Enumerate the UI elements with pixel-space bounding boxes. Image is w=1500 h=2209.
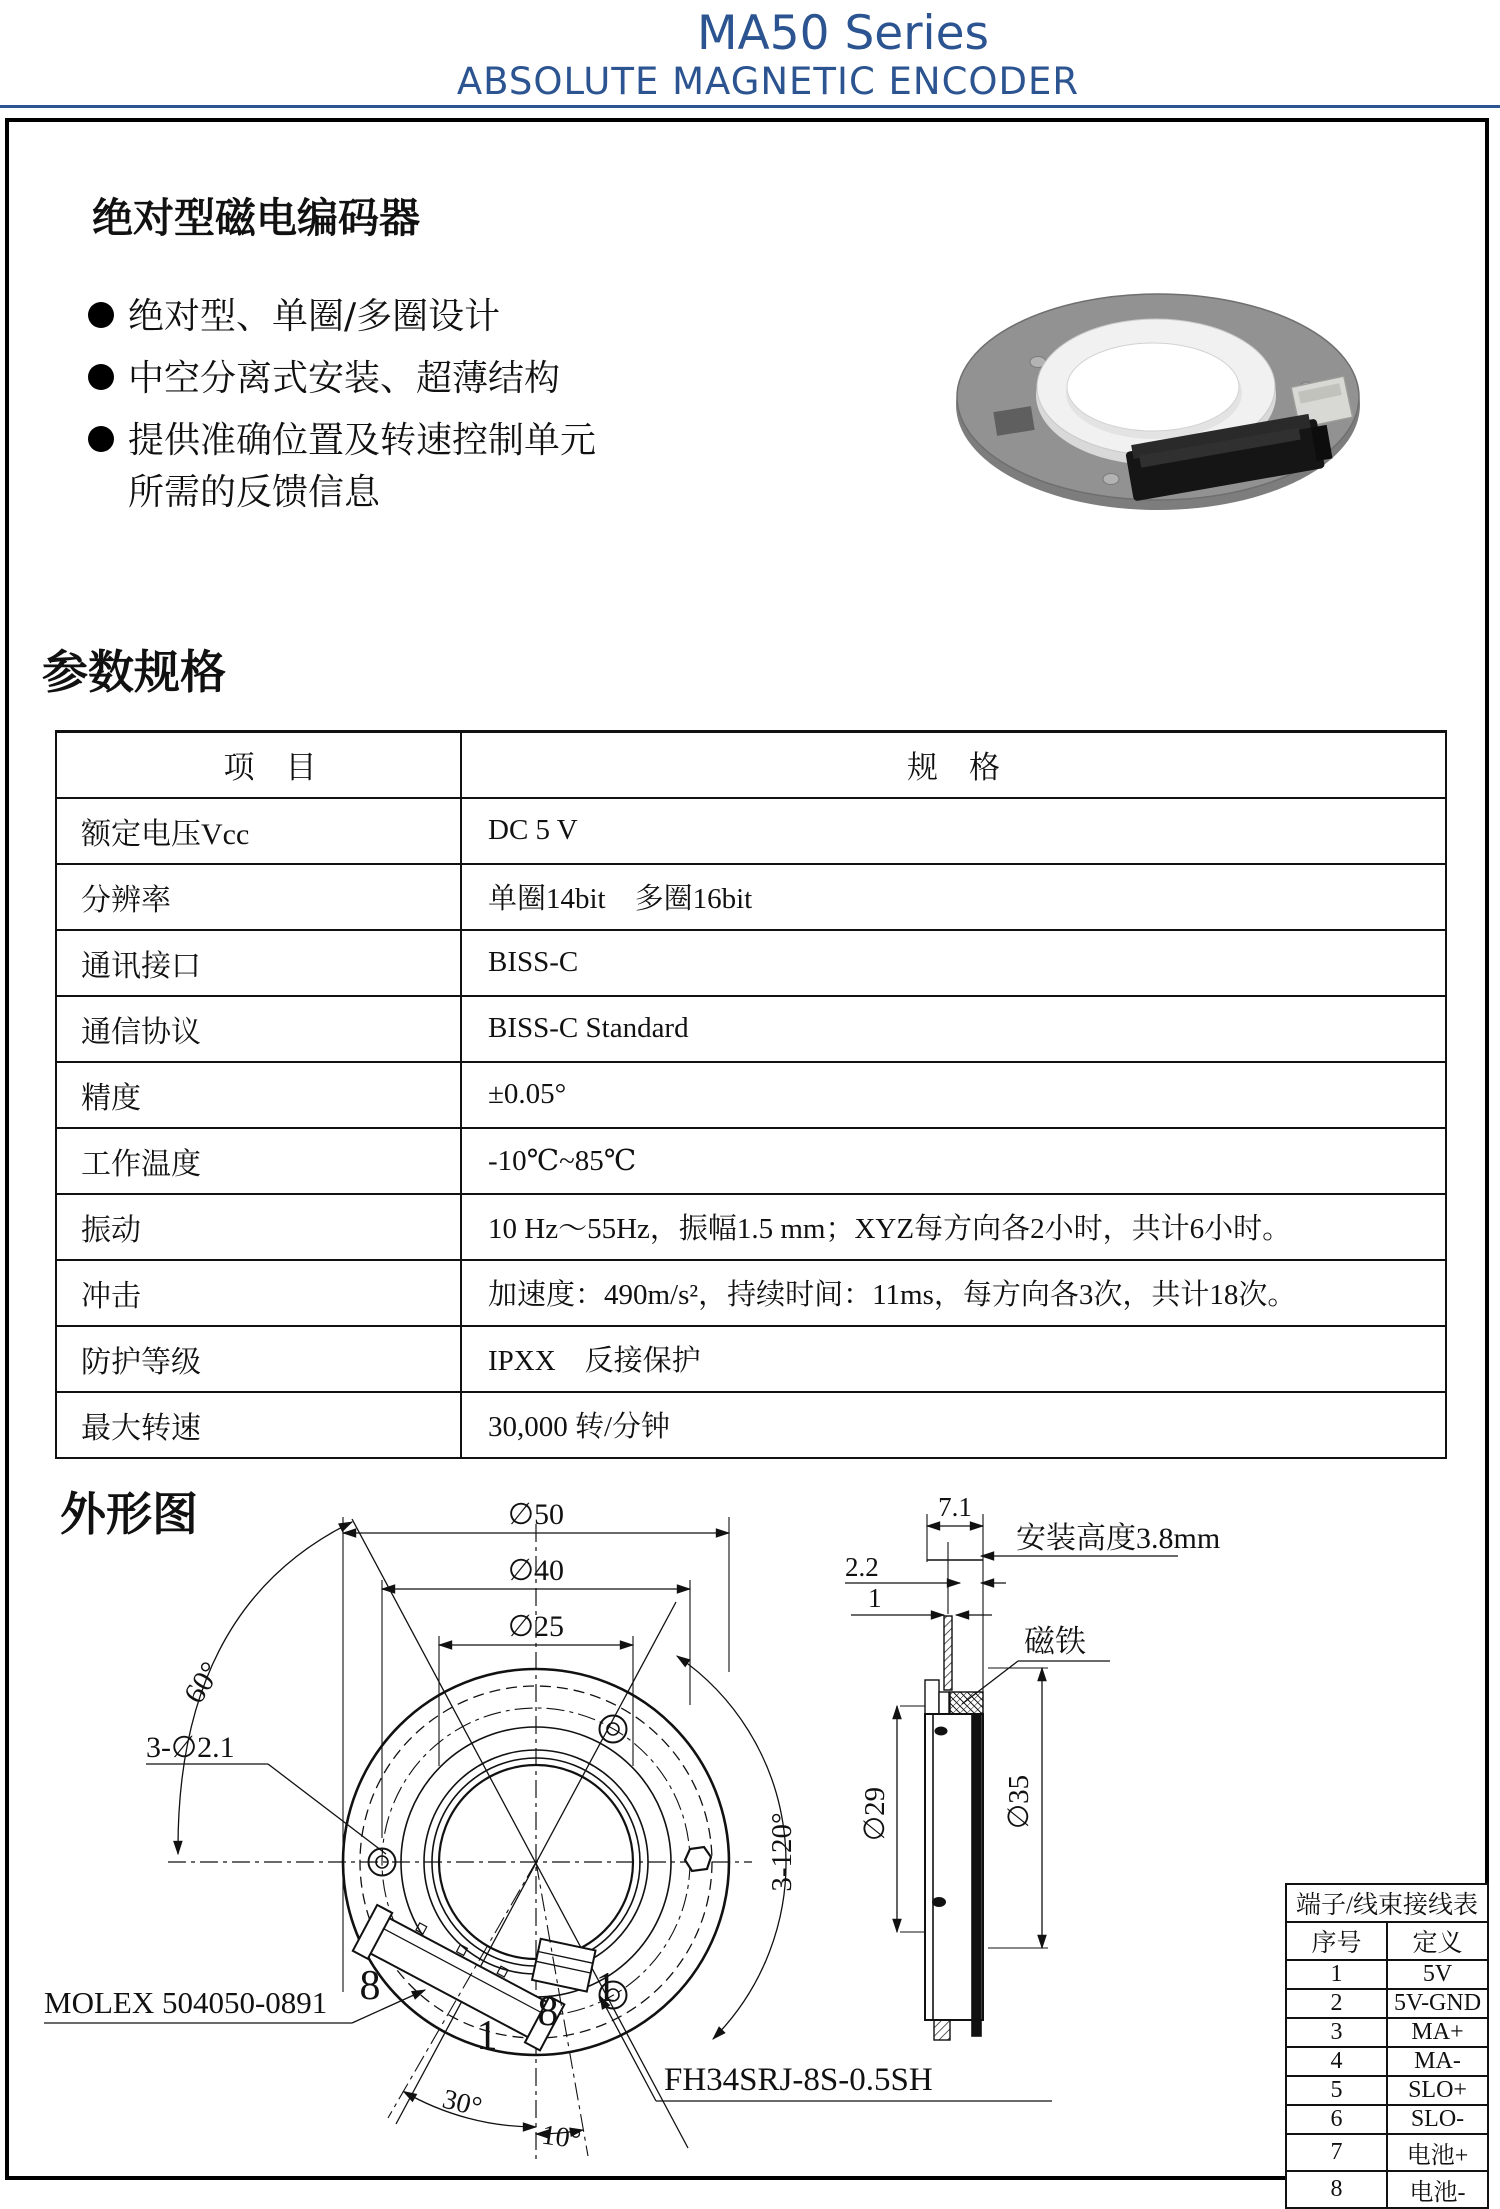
pin-no: 1 bbox=[1286, 1960, 1387, 1989]
molex-label: MOLEX 504050-0891 bbox=[44, 1985, 328, 2020]
dim-width-7-1: 7.1 bbox=[938, 1492, 972, 1522]
spec-item: 精度 bbox=[56, 1062, 461, 1128]
bullet-icon bbox=[88, 364, 114, 390]
spec-item: 分辨率 bbox=[56, 864, 461, 930]
pin-no: 4 bbox=[1286, 2047, 1387, 2076]
pin-no: 6 bbox=[1286, 2105, 1387, 2134]
pin-def: SLO- bbox=[1387, 2105, 1488, 2134]
page-title: MA50 Series bbox=[697, 6, 989, 61]
molex-pin1-label: 1 bbox=[476, 2013, 498, 2059]
feature-bullet-continuation: 所需的反馈信息 bbox=[128, 472, 381, 513]
pin-def: 5V-GND bbox=[1387, 1989, 1488, 2018]
bullet-label: 提供准确位置及转速控制单元 bbox=[128, 420, 597, 461]
spec-col-spec: 规 格 bbox=[461, 732, 1446, 798]
intro-heading: 绝对型磁电编码器 bbox=[92, 194, 420, 242]
pin-row bbox=[1286, 1989, 1488, 2018]
dim-dia29: ∅29 bbox=[859, 1786, 891, 1842]
spec-row bbox=[56, 930, 1446, 996]
spec-row bbox=[56, 1194, 1446, 1260]
specs-heading: 参数规格 bbox=[42, 645, 226, 699]
spec-value: BISS-C Standard bbox=[461, 996, 1446, 1062]
dim-dia25: ∅25 bbox=[507, 1610, 565, 1643]
spec-header-row bbox=[56, 732, 1446, 798]
pin-row bbox=[1286, 2134, 1488, 2171]
bullet-icon bbox=[88, 302, 114, 328]
pin-row bbox=[1286, 1960, 1488, 1989]
spec-value: 30,000 转/分钟 bbox=[461, 1392, 1446, 1458]
pin-no: 8 bbox=[1286, 2171, 1387, 2208]
pin-no: 2 bbox=[1286, 1989, 1387, 2018]
spec-table bbox=[55, 730, 1447, 1459]
spec-item: 防护等级 bbox=[56, 1326, 461, 1392]
feature-bullet bbox=[88, 288, 500, 339]
spec-row bbox=[56, 864, 1446, 930]
pin-row bbox=[1286, 2047, 1488, 2076]
spec-value: DC 5 V bbox=[461, 798, 1446, 864]
spec-row bbox=[56, 1260, 1446, 1326]
spec-row bbox=[56, 1392, 1446, 1458]
spec-item: 振动 bbox=[56, 1194, 461, 1260]
spec-value: 加速度：490m/s²，持续时间：11ms，每方向各3次，共计18次。 bbox=[461, 1260, 1446, 1326]
spec-value: 单圈14bit 多圈16bit bbox=[461, 864, 1446, 930]
spec-value: BISS-C bbox=[461, 930, 1446, 996]
outline-drawing bbox=[0, 1460, 1500, 2188]
spec-col-item: 项 目 bbox=[56, 732, 461, 798]
spec-row bbox=[56, 798, 1446, 864]
pin-table-header-row bbox=[1286, 1922, 1488, 1960]
spec-row bbox=[56, 996, 1446, 1062]
dim-holes: 3-∅2.1 bbox=[146, 1731, 235, 1764]
dim-dia50: ∅50 bbox=[507, 1498, 565, 1531]
molex-pin8-label: 8 bbox=[359, 1963, 381, 2009]
pin-def: MA+ bbox=[1387, 2018, 1488, 2047]
bullet-label: 绝对型、单圈/多圈设计 bbox=[128, 296, 501, 337]
spec-item: 额定电压Vcc bbox=[56, 798, 461, 864]
bullet-label: 中空分离式安装、超薄结构 bbox=[128, 358, 561, 399]
dim-dia35: ∅35 bbox=[1003, 1774, 1035, 1830]
page-subtitle: ABSOLUTE MAGNETIC ENCODER bbox=[456, 60, 1080, 103]
pin-no: 7 bbox=[1286, 2134, 1387, 2171]
pin-col-no: 序号 bbox=[1286, 1922, 1387, 1960]
spec-row bbox=[56, 1128, 1446, 1194]
feature-bullet bbox=[88, 350, 560, 401]
dim-angle-60: 60° bbox=[177, 1656, 228, 1710]
dim-angle-30: 30° bbox=[439, 2083, 485, 2124]
dim-mount-height: 安装高度3.8mm bbox=[1016, 1522, 1221, 1555]
product-photo bbox=[935, 283, 1395, 535]
dim-spacing-120: 3-120° bbox=[766, 1812, 798, 1892]
spec-value: 10 Hz～55Hz，振幅1.5 mm；XYZ每方向各2小时，共计6小时。 bbox=[461, 1194, 1446, 1260]
dim-offset-2-2: 2.2 bbox=[845, 1552, 879, 1582]
pin-row bbox=[1286, 2018, 1488, 2047]
fh34-pin1-label: 1 bbox=[595, 1965, 617, 2011]
spec-value: -10℃~85℃ bbox=[461, 1128, 1446, 1194]
dim-gap-1: 1 bbox=[868, 1583, 882, 1613]
spec-item: 通讯接口 bbox=[56, 930, 461, 996]
spec-value: IPXX 反接保护 bbox=[461, 1326, 1446, 1392]
dim-angle-10: 10° bbox=[539, 2119, 583, 2156]
pin-def: 5V bbox=[1387, 1960, 1488, 1989]
pin-row bbox=[1286, 2076, 1488, 2105]
spec-row bbox=[56, 1062, 1446, 1128]
spec-row bbox=[56, 1326, 1446, 1392]
hex-feature bbox=[685, 1847, 711, 1871]
pin-table bbox=[1285, 1883, 1489, 2209]
outline-heading: 外形图 bbox=[60, 1487, 198, 1541]
fh34-connector bbox=[532, 1939, 596, 1992]
pin-def: MA- bbox=[1387, 2047, 1488, 2076]
pin-col-def: 定义 bbox=[1387, 1922, 1488, 1960]
magnet-label: 磁铁 bbox=[1024, 1624, 1086, 1659]
spec-item: 最大转速 bbox=[56, 1392, 461, 1458]
pin-def: 电池+ bbox=[1387, 2134, 1488, 2171]
pin-no: 5 bbox=[1286, 2076, 1387, 2105]
pin-table-title: 端子/线束接线表 bbox=[1286, 1884, 1488, 1922]
dim-dia40: ∅40 bbox=[507, 1554, 565, 1587]
pin-no: 3 bbox=[1286, 2018, 1387, 2047]
spec-value: ±0.05° bbox=[461, 1062, 1446, 1128]
bullet-icon bbox=[88, 426, 114, 452]
spec-item: 冲击 bbox=[56, 1260, 461, 1326]
fh34-label: FH34SRJ-8S-0.5SH bbox=[664, 2062, 933, 2098]
header-rule bbox=[0, 105, 1500, 108]
pin-row bbox=[1286, 2171, 1488, 2208]
fh34-pin8-label: 8 bbox=[537, 1989, 559, 2035]
spec-item: 通信协议 bbox=[56, 996, 461, 1062]
pin-def: SLO+ bbox=[1387, 2076, 1488, 2105]
pin-table-title-row bbox=[1286, 1884, 1488, 1922]
pin-def: 电池- bbox=[1387, 2171, 1488, 2208]
pin-row bbox=[1286, 2105, 1488, 2134]
feature-bullet bbox=[88, 412, 596, 463]
spec-item: 工作温度 bbox=[56, 1128, 461, 1194]
